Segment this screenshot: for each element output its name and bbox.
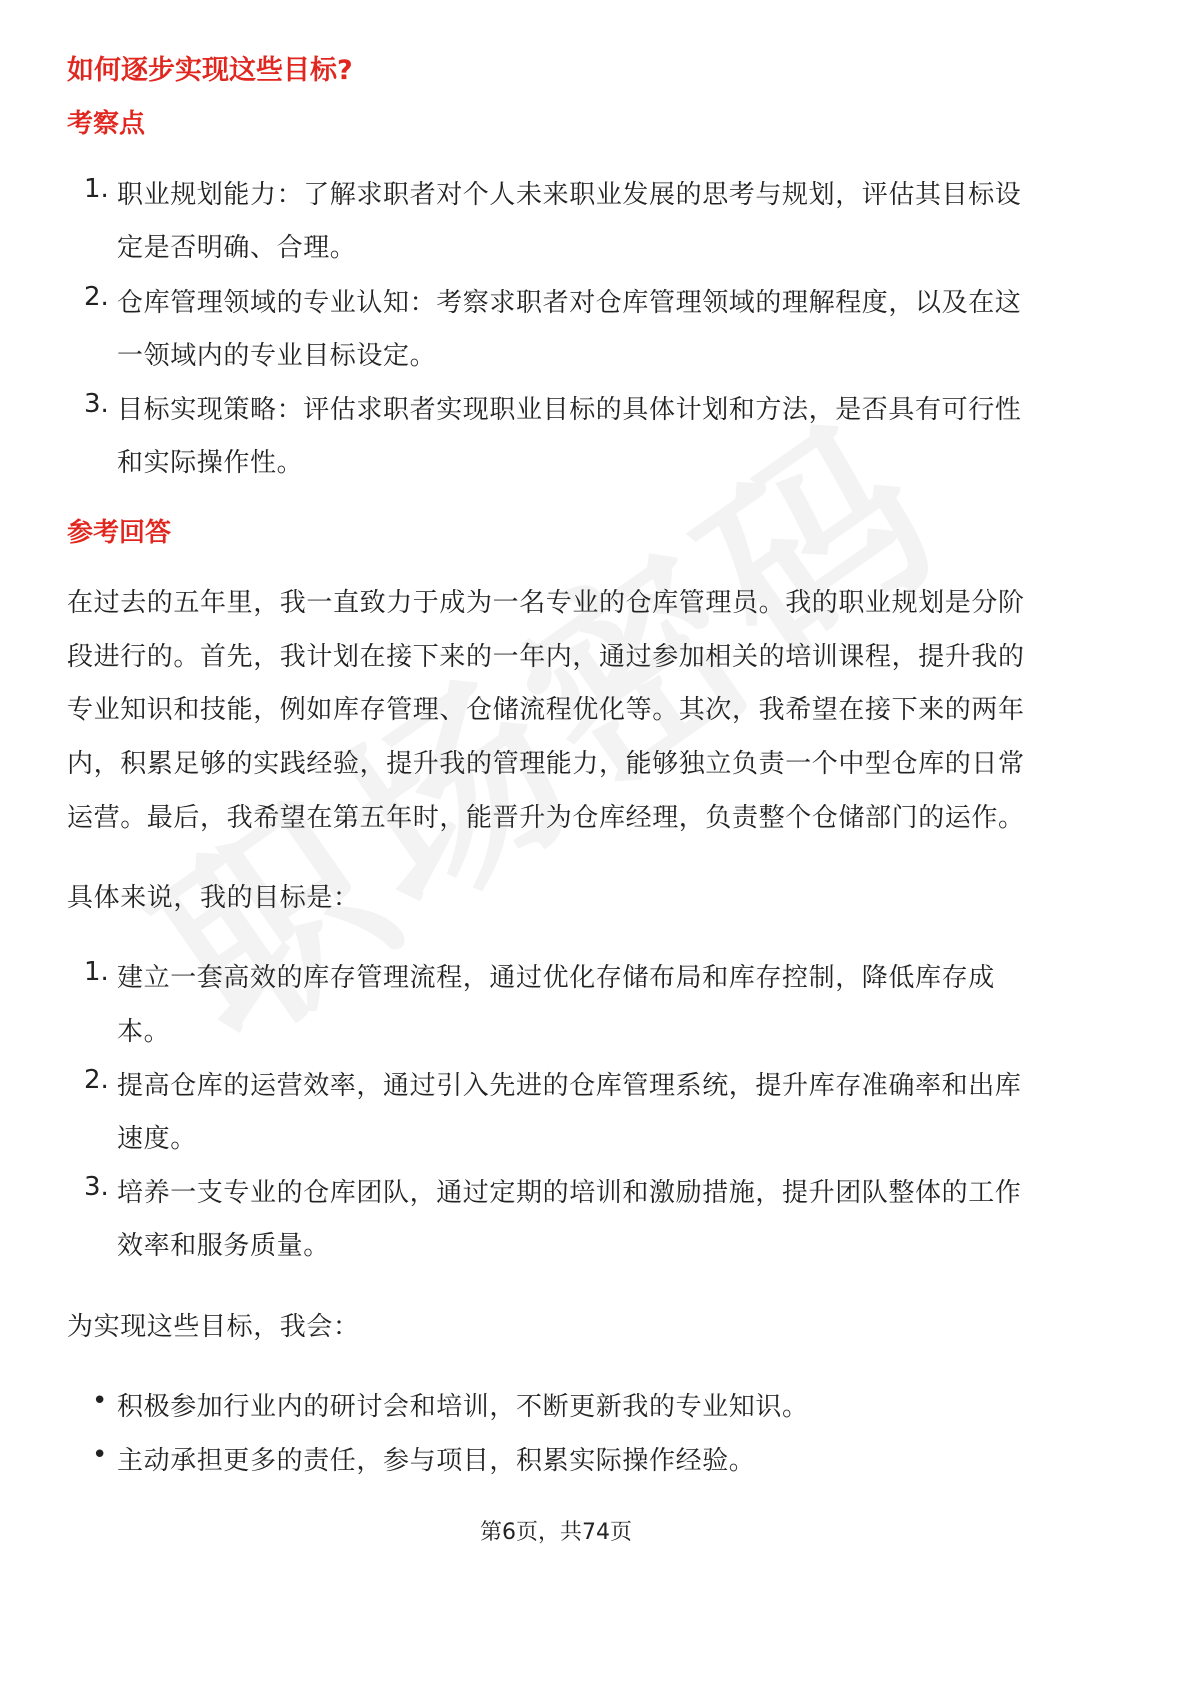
list-item-text: 建立一套高效的库存管理流程，通过优化存储布局和库存控制，降低库存成 bbox=[117, 963, 995, 993]
list-item-number: 1. bbox=[84, 174, 109, 204]
paragraph-line: 运营。最后，我希望在第五年时，能晋升为仓库经理，负责整个仓储部门的运作。 bbox=[67, 803, 1025, 833]
list-item-number: 2. bbox=[84, 1065, 109, 1095]
list-item-text: 目标实现策略：评估求职者实现职业目标的具体计划和方法，是否具有可行性 bbox=[117, 395, 1022, 425]
list-item-number: 1. bbox=[84, 957, 109, 987]
list-item-number: 3. bbox=[84, 389, 109, 419]
list-item-text: 积极参加行业内的研讨会和培训，不断更新我的专业知识。 bbox=[117, 1392, 809, 1422]
list-item-text: 定是否明确、合理。 bbox=[117, 233, 357, 263]
list-item-text: 职业规划能力：了解求职者对个人未来职业发展的思考与规划，评估其目标设 bbox=[117, 180, 1022, 210]
paragraph-line: 内，积累足够的实践经验，提升我的管理能力，能够独立负责一个中型仓库的日常 bbox=[67, 749, 1025, 779]
actions-intro: 为实现这些目标，我会： bbox=[67, 1312, 360, 1342]
list-item-text: 培养一支专业的仓库团队，通过定期的培训和激励措施，提升团队整体的工作 bbox=[117, 1178, 1022, 1208]
list-item-text: 效率和服务质量。 bbox=[117, 1231, 330, 1261]
goals-intro: 具体来说，我的目标是： bbox=[67, 883, 360, 913]
list-item-text: 本。 bbox=[117, 1017, 171, 1047]
section-heading-answer: 参考回答 bbox=[67, 518, 172, 548]
list-item-text: 和实际操作性。 bbox=[117, 448, 304, 478]
list-item-number: 2. bbox=[84, 282, 109, 312]
paragraph-line: 段进行的。首先，我计划在接下来的一年内，通过参加相关的培训课程，提升我的 bbox=[67, 642, 1025, 672]
list-item-text: 速度。 bbox=[117, 1124, 197, 1154]
page-number-footer: 第6页，共74页 bbox=[480, 1520, 632, 1545]
paragraph-line: 专业知识和技能，例如库存管理、仓储流程优化等。其次，我希望在接下来的两年 bbox=[67, 695, 1025, 725]
list-item-number: 3. bbox=[84, 1172, 109, 1202]
list-item-text: 一领域内的专业目标设定。 bbox=[117, 341, 437, 371]
list-item-text: 仓库管理领域的专业认知：考察求职者对仓库管理领域的理解程度，以及在这 bbox=[117, 288, 1022, 318]
bullet-icon: • bbox=[92, 1386, 108, 1416]
list-item-text: 主动承担更多的责任，参与项目，积累实际操作经验。 bbox=[117, 1446, 756, 1476]
section-heading-exam: 考察点 bbox=[67, 109, 146, 139]
page-title: 如何逐步实现这些目标? bbox=[67, 55, 353, 86]
bullet-icon: • bbox=[92, 1440, 108, 1470]
paragraph-line: 在过去的五年里，我一直致力于成为一名专业的仓库管理员。我的职业规划是分阶 bbox=[67, 588, 1025, 618]
list-item-text: 提高仓库的运营效率，通过引入先进的仓库管理系统，提升库存准确率和出库 bbox=[117, 1071, 1022, 1101]
